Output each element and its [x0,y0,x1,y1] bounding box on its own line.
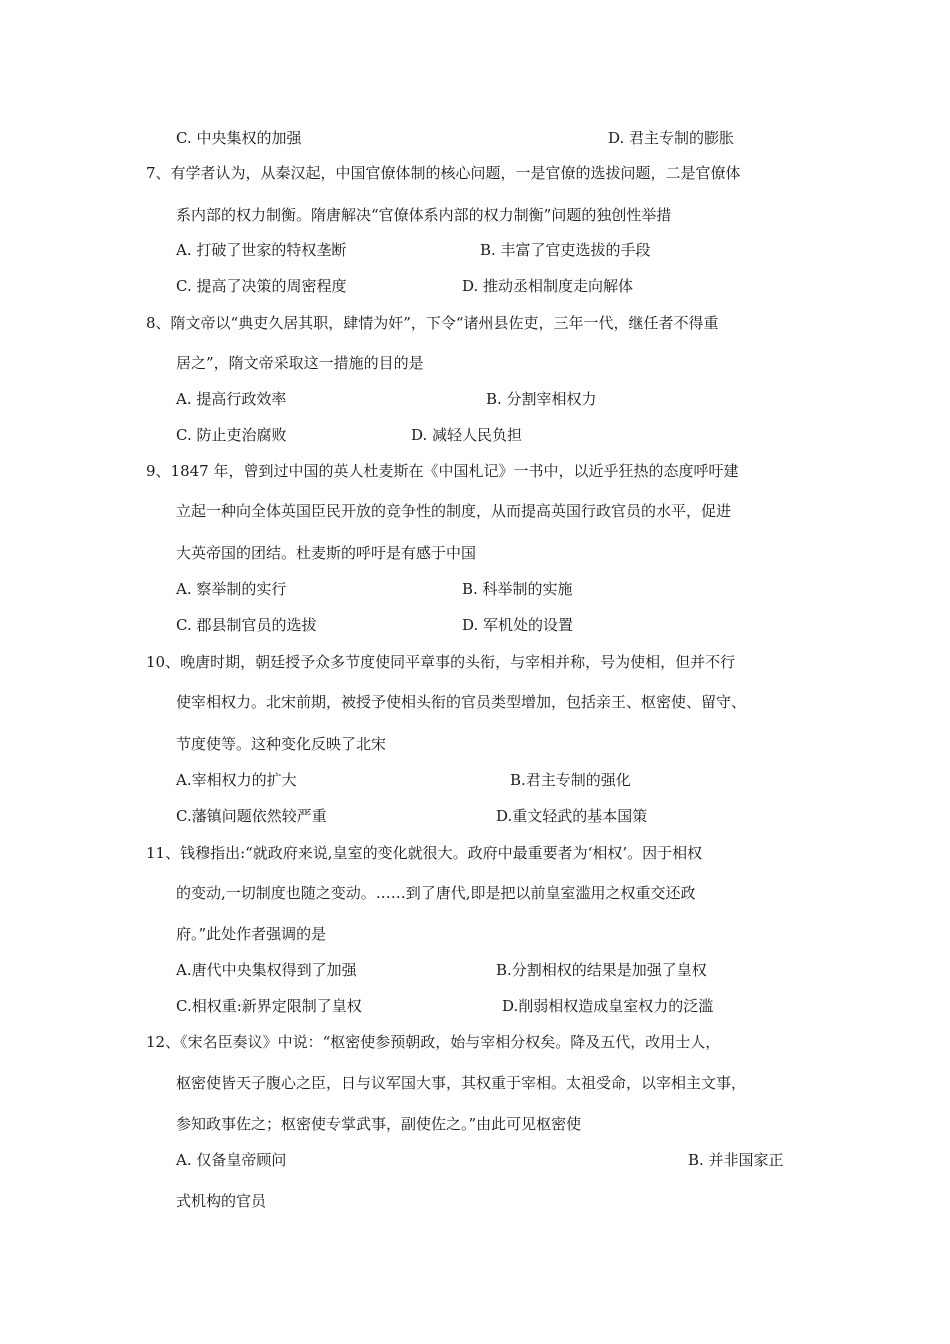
q9-option-a: A. 察举制的实行 [176,580,287,598]
q12-stem-line-1: 12、《宋名臣奏议》中说：“枢密使参预朝政，始与宰相分权矣。降及五代，改用士人， [146,1033,721,1051]
q6-option-d: D. 君主专制的膨胀 [608,129,735,147]
q9-option-d: D. 军机处的设置 [462,616,574,634]
q7-stem-line-2: 系内部的权力制衡。隋唐解决“官僚体系内部的权力制衡”问题的独创性举措 [176,206,672,224]
q9-stem-line-3: 大英帝国的团结。杜麦斯的呼吁是有感于中国 [176,544,477,562]
q12-option-b-continued: 式机构的官员 [176,1192,267,1210]
q8-stem-line-2: 居之”，隋文帝采取这一措施的目的是 [176,354,424,372]
q12-stem-line-3: 参知政事佐之；枢密使专掌武事，副使佐之。”由此可见枢密使 [176,1115,582,1133]
q10-option-a: A.宰相权力的扩大 [176,771,297,789]
q11-option-d: D.削弱相权造成皇室权力的泛滥 [502,997,714,1015]
q7-option-d: D. 推动丞相制度走向解体 [462,277,634,295]
q10-option-c: C.藩镇问题依然较严重 [176,807,327,825]
q12-stem-line-2: 枢密使皆天子腹心之臣，日与议军国大事，其权重于宰相。太祖受命，以宰相主文事， [176,1074,747,1092]
q11-stem-line-3: 府。”此处作者强调的是 [176,925,327,943]
q10-stem-line-2: 使宰相权力。北宋前期，被授予使相头衔的官员类型增加，包括亲王、枢密使、留守、 [176,693,747,711]
q7-option-c: C. 提高了决策的周密程度 [176,277,347,295]
q8-option-c: C. 防止吏治腐败 [176,426,287,444]
q9-option-b: B. 科举制的实施 [462,580,573,598]
q9-stem-line-2: 立起一种向全体英国臣民开放的竞争性的制度，从而提高英国行政官员的水平，促进 [176,502,732,520]
q8-stem-line-1: 8、隋文帝以“典吏久居其职，肆情为奸”，下令“诸州县佐吏，三年一代，继任者不得重 [146,314,719,332]
q9-stem-line-1: 9、1847 年，曾到过中国的英人杜麦斯在《中国札记》一书中，以近乎狂热的态度呼吁建 [146,462,739,480]
q12-option-b: B. 并非国家正 [688,1151,784,1169]
q11-option-c: C.相权重:新界定限制了皇权 [176,997,362,1015]
q8-option-a: A. 提高行政效率 [176,390,287,408]
q11-stem-line-2: 的变动,一切制度也随之变动。……到了唐代,即是把以前皇室滥用之权重交还政 [176,884,696,902]
q11-option-b: B.分割相权的结果是加强了皇权 [496,961,707,979]
q10-option-b: B.君主专制的强化 [510,771,631,789]
q7-stem-line-1: 7、有学者认为，从秦汉起，中国官僚体制的核心问题，一是官僚的选拔问题，二是官僚体 [146,164,741,182]
q12-option-a: A. 仅备皇帝顾问 [176,1151,287,1169]
q10-stem-line-3: 节度使等。这种变化反映了北宋 [176,735,387,753]
q11-stem-line-1: 11、钱穆指出:“就政府来说,皇室的变化就很大。政府中最重要者为‘相权’。因于相权 [146,844,703,862]
q9-option-c: C. 郡县制官员的选拔 [176,616,317,634]
q11-option-a: A.唐代中央集权得到了加强 [176,961,357,979]
q10-option-d: D.重文轻武的基本国策 [496,807,648,825]
q7-option-b: B. 丰富了官吏选拔的手段 [480,241,651,259]
q8-option-d: D. 减轻人民负担 [411,426,523,444]
q10-stem-line-1: 10、晚唐时期，朝廷授予众多节度使同平章事的头衔，与宰相并称，号为使相，但并不行 [146,653,736,671]
q8-option-b: B. 分割宰相权力 [486,390,597,408]
q7-option-a: A. 打破了世家的特权垄断 [176,241,347,259]
q6-option-c: C. 中央集权的加强 [176,129,302,147]
